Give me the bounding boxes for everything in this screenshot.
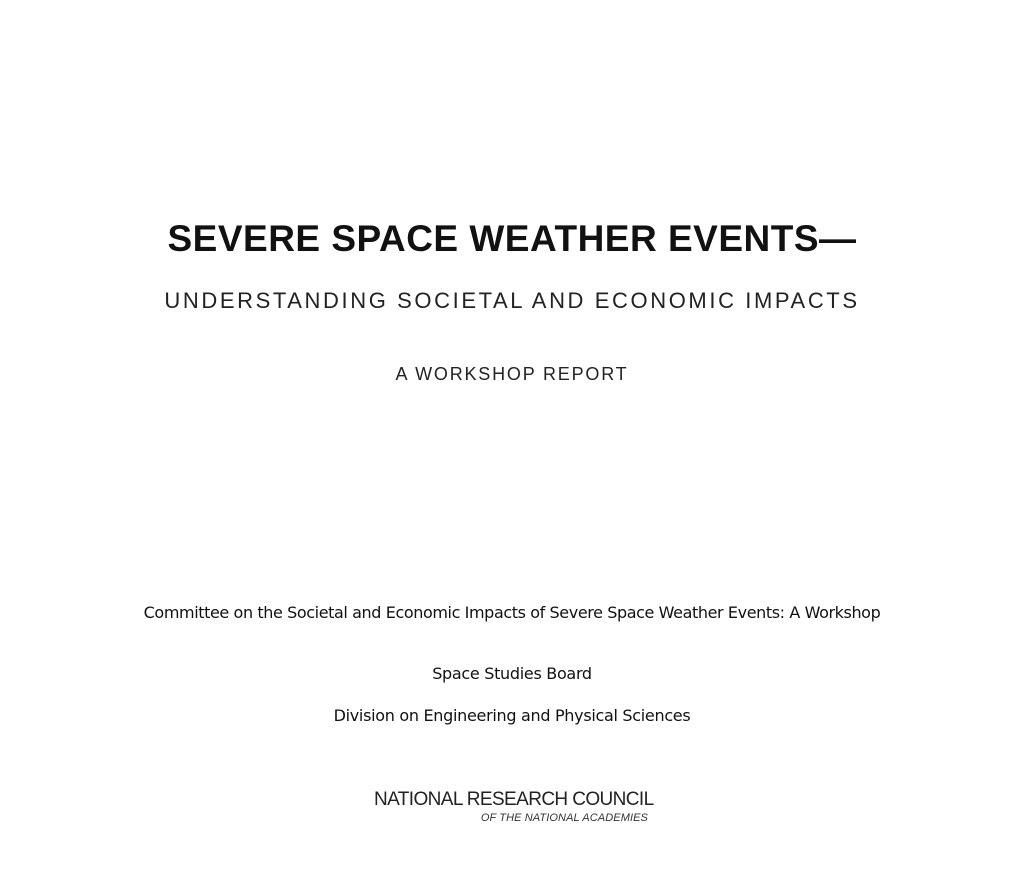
committee-name: Committee on the Societal and Economic Impacts of Severe Space Weather Events: A Workshop	[143, 603, 881, 622]
report-title: SEVERE SPACE WEATHER EVENTS—	[167, 218, 857, 259]
report-type: A WORKSHOP REPORT	[395, 364, 629, 384]
division-name: Division on Engineering and Physical Sciences	[333, 706, 691, 725]
board-name: Space Studies Board	[432, 664, 592, 683]
report-subtitle: UNDERSTANDING SOCIETAL AND ECONOMIC IMPACTS	[164, 288, 860, 313]
publisher-name: NATIONAL RESEARCH COUNCIL	[374, 789, 654, 810]
publisher-tagline: OF THE NATIONAL ACADEMIES	[480, 812, 648, 824]
publisher-logo	[374, 789, 654, 829]
